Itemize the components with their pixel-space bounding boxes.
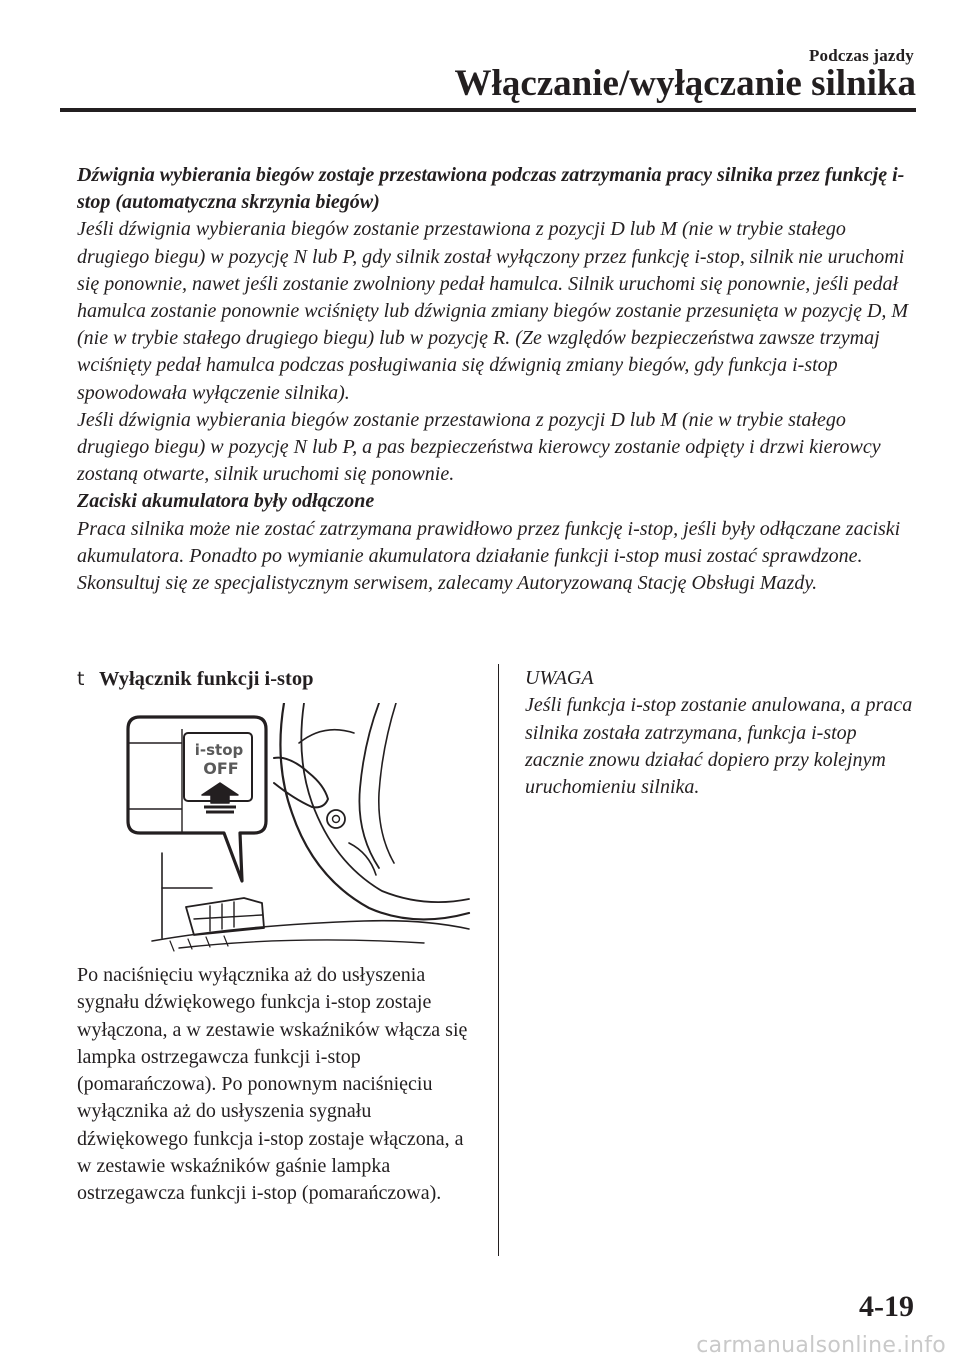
paragraph-battery: Praca silnika może nie zostać zatrzymana prawidłowo przez funkcję i-stop, jeśli były odłączane zaciski akumulatora. Ponadto po wymianie akumulatora działanie funkcji i-stop musi zostać sprawdzone. Skonsultuj się ze specjalistycznym serwisem, zalecamy Autoryzowaną Stację Obsługi Mazdy. <box>77 517 901 595</box>
note-text: Jeśli funkcja i-stop zostanie anulowana, a praca silnika została zatrzymana, funkcja i-stop zacznie znowu działać dopiero przy kolejnym uruchomieniu silnika. <box>525 694 913 799</box>
button-label-off: OFF <box>203 759 239 778</box>
switch-section-title: Wyłącznik funkcji i-stop <box>99 668 314 690</box>
bullet-marker: t <box>77 668 85 690</box>
watermark: carmanualsonline.info <box>696 1333 946 1358</box>
title-divider <box>60 108 916 112</box>
note-block <box>525 665 915 801</box>
intro-block <box>77 162 917 597</box>
column-divider <box>498 664 499 1256</box>
note-label: UWAGA <box>525 667 594 689</box>
switch-description-text: Po naciśnięciu wyłącznika aż do usłyszenia sygnału dźwiękowego funkcja i-stop zostaje wyłączona, a w zestawie wskaźników włącza się lampka ostrzegawcza funkcji i-stop (pomarańczowa). Po ponownym naciśnięciu wyłącznika aż do usłyszenia sygnału dźwiękowego funkcja i-stop zostaje włączona, a w zestawie wskaźników gaśnie lampka ostrzegawcza funkcji i-stop (pomarańczowa). <box>77 964 468 1205</box>
section-label: Podczas jazdy <box>808 46 914 65</box>
page-title: Włączanie/wyłączanie silnika <box>454 63 916 104</box>
heading-gear-lever: Dźwignia wybierania biegów zostaje przestawiona podczas zatrzymania pracy silnika przez funkcję i-stop (automatyczna skrzynia biegów) <box>77 164 905 214</box>
paragraph-gear-lever-2: Jeśli dźwignia wybierania biegów zostanie przestawiona z pozycji D lub M (nie w trybie stałego drugiego biegu) w pozycję N lub P, a pas bezpieczeństwa kierowcy zostanie odpięty i drzwi kierowcy zostaną otwarte, silnik uruchomi się ponownie. <box>77 408 881 486</box>
heading-battery: Zaciski akumulatora były odłączone <box>77 490 375 513</box>
paragraph-gear-lever-1: Jeśli dźwignia wybierania biegów zostanie przestawiona z pozycji D lub M (nie w trybie stałego drugiego biegu) w pozycję N lub P, gdy silnik został wyłączony przez funkcję i-stop, silnik nie uruchomi się ponownie, nawet jeśli zostanie zwolniony pedał hamulca. Silnik uruchomi się ponownie, jeśli pedał hamulca zostanie ponownie wciśnięty lub dźwignia zmiany biegów zostanie przesunięta w pozycję D, M (nie w trybie stałego drugiego biegu) lub w pozycję R. (Ze względów bezpieczeństwa zawsze trzymaj wciśnięty pedał hamulca podczas posługiwania się dźwignią zmiany biegów, gdy funkcja i-stop spowodowała wyłączenie silnika). <box>77 218 909 404</box>
switch-section-heading <box>77 668 314 691</box>
page-number: 4-19 <box>859 1290 914 1323</box>
button-label-istop: i-stop <box>194 741 244 759</box>
switch-description <box>77 962 482 1208</box>
istop-switch-illustration <box>124 703 474 955</box>
